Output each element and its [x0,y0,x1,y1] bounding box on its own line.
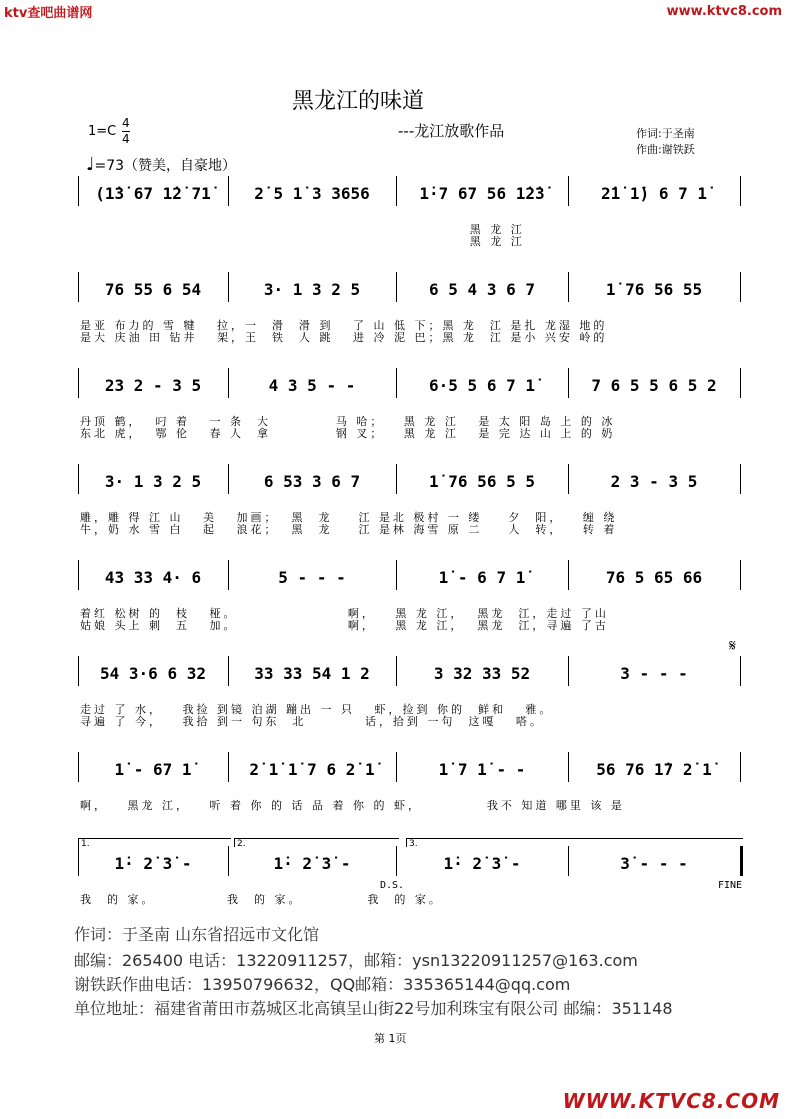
time-bottom: 4 [122,132,130,146]
measure: 1̇· 2̇ 3̇ - [273,853,351,873]
notes-line [78,662,742,684]
notes-line [78,182,742,204]
notes-line [78,566,742,588]
lyric-line: 牛，奶 水 雪 白 起 浪花； 黑 龙 江 是林 海雪 原 二 人 转， 转 着 [80,523,618,536]
measure: 33 33 54 1 2 [254,663,370,683]
lyric-line: 我 的 家。 我 的 家。 我 的 家。 [80,893,443,906]
footer-line-4: 单位地址：福建省莆田市荔城区北高镇呈山街22号加利珠宝有限公司 邮编：351148 [74,999,673,1018]
credits [636,126,695,158]
measure: 2 3 - 3 5 [610,471,698,491]
key-signature: 1=C [88,124,117,139]
watermark-left: ktv查吧曲谱网 [4,6,93,21]
lyric-line: 是亚 布力的 雪 犍 拉，一 滑 滑 到 了 山 低 下；黑 龙 江 是扎 龙湿 地的 [80,319,608,332]
measure: 23 2 - 3 5 [104,375,202,395]
measure: 3· 1 3 2 5 [104,471,202,491]
measure: 3 32 33 52 [433,663,531,683]
measure: 1̇ 76 56 5 5 [429,471,535,491]
measure: 1̇ 76 56 55 [605,279,703,299]
tempo-text: =73（赞美，自豪地） [94,158,237,174]
measure: 3· 1 3 2 5 [263,279,361,299]
lyric-line: 啊， 黑龙 江， 听 着 你 的 话 品 着 你 的 虾， 我不 知道 哪里 该 是 [80,799,625,812]
lyricist: 作词:于圣南 [636,127,695,140]
notes-line [78,758,742,780]
measure: 56 76 1̇7 2̇ 1̇ [596,759,712,779]
measure: 2̇ 5 1̇ 3 3656 [254,183,370,203]
measure: 7 6 5 5 6 5 2 [591,375,717,395]
lyric-line: 走过 了 水， 我捡 到镜 泊湖 蹦出 一 只 虾，捡到 你的 鲜和 雅。 [80,703,554,716]
measure: 1̇ 7 1̇ - - [438,759,526,779]
measure: 76 5 65 66 [605,567,703,587]
page-number: 第 1页 [374,1032,407,1045]
notes-line [78,852,742,874]
measure: 76 55 6 54 [104,279,202,299]
notes-line [78,278,742,300]
measure: 6·5 5 6 7 1̇ [429,375,535,395]
time-top: 4 [122,116,130,130]
measure: 2̇1̇ 1̇) 6 7 1̇ [601,183,707,203]
song-title: 黑龙江的味道 [292,89,425,114]
tempo-marking [86,154,236,175]
notes-line [78,374,742,396]
measure: 4 3 5 - - [268,375,356,395]
measure: 6 5 4 3 6 7 [429,279,535,299]
volta-bracket: 2. [234,838,399,847]
segno-icon: 𝄋 [729,636,736,655]
measure: 2̇ 1̇ 1̇ 7 6 2̇ 1̇ [249,759,375,779]
watermark-bottom: WWW.KTVC8.COM [562,1089,780,1113]
footer-line-1: 作词：于圣南 山东省招远市文化馆 [74,925,320,944]
volta-bracket: 3. [406,838,743,847]
measure: 5 - - - [278,567,346,587]
lyric-line: 是大 庆油 田 钻井 架，王 铁 人 跳 进 冷 泥 巴；黑 龙 江 是小 兴安 岭的 [80,331,608,344]
time-signature [122,116,130,147]
measure: 1̇ - 67 1̇ [114,759,192,779]
quarter-note-icon: ♩ [86,154,95,175]
measure: (1̇3̇ 67 1̇2̇ 71̇ [95,183,211,203]
lyric-line: 黑 龙 江 [80,223,525,236]
lyric-line: 着红 松树 的 枝 桠。 啊， 黑 龙 江， 黑龙 江，走过 了山 [80,607,609,620]
lyric-line: 东北 虎， 鄂 伦 春 人 拿 钢 叉； 黑 龙 江 是 完 达 山 上 的 奶 [80,427,616,440]
song-subtitle: ---龙江放歌作品 [398,122,505,140]
measure: 3̇ - - - [620,853,688,873]
measure: 3 - - - [620,663,688,683]
measure: 6 53 3 6 7 [263,471,361,491]
dal-segno-mark: D.S. [380,880,405,891]
lyric-line: 雕，雕 得 江 山 美 加画； 黑 龙 江 是北 极村 一 缕 夕 阳， 缠 绕 [80,511,618,524]
footer-line-3: 谢铁跃作曲电话：13950796632，QQ邮箱：335365144@qq.com [74,975,571,994]
composer: 作曲:谢铁跃 [636,143,695,156]
lyric-line: 寻遍 了 今， 我拾 到一 句东 北 话，拾到 一句 这嘎 嗒。 [80,715,544,728]
watermark-right: www.ktvc8.com [666,4,782,19]
volta-bracket: 1. [78,838,231,847]
measure: 43 33 4· 6 [104,567,202,587]
measure: 1̇· 2̇ 3̇ - [443,853,521,873]
measure: 1̇ - 6 7 1̇ [438,567,526,587]
measure: 1̇· 2̇ 3̇ - [114,853,192,873]
fine-mark: FINE [718,880,743,891]
lyric-line: 丹顶 鹤， 叼 着 一 条 大 马 哈； 黑 龙 江 是 太 阳 岛 上 的 冰 [80,415,616,428]
footer-line-2: 邮编：265400 电话：13220911257，邮箱：ysn13220911257@163.com [74,951,638,970]
lyric-line: 黑 龙 江 [80,235,525,248]
lyric-line: 姑娘 头上 刺 五 加。 啊， 黑 龙 江， 黑龙 江，寻遍 了古 [80,619,609,632]
measure: 54 3·6 6 32 [100,663,206,683]
notes-line [78,470,742,492]
measure: 1̇·7 67 56 1̇2̇3̇ [419,183,545,203]
